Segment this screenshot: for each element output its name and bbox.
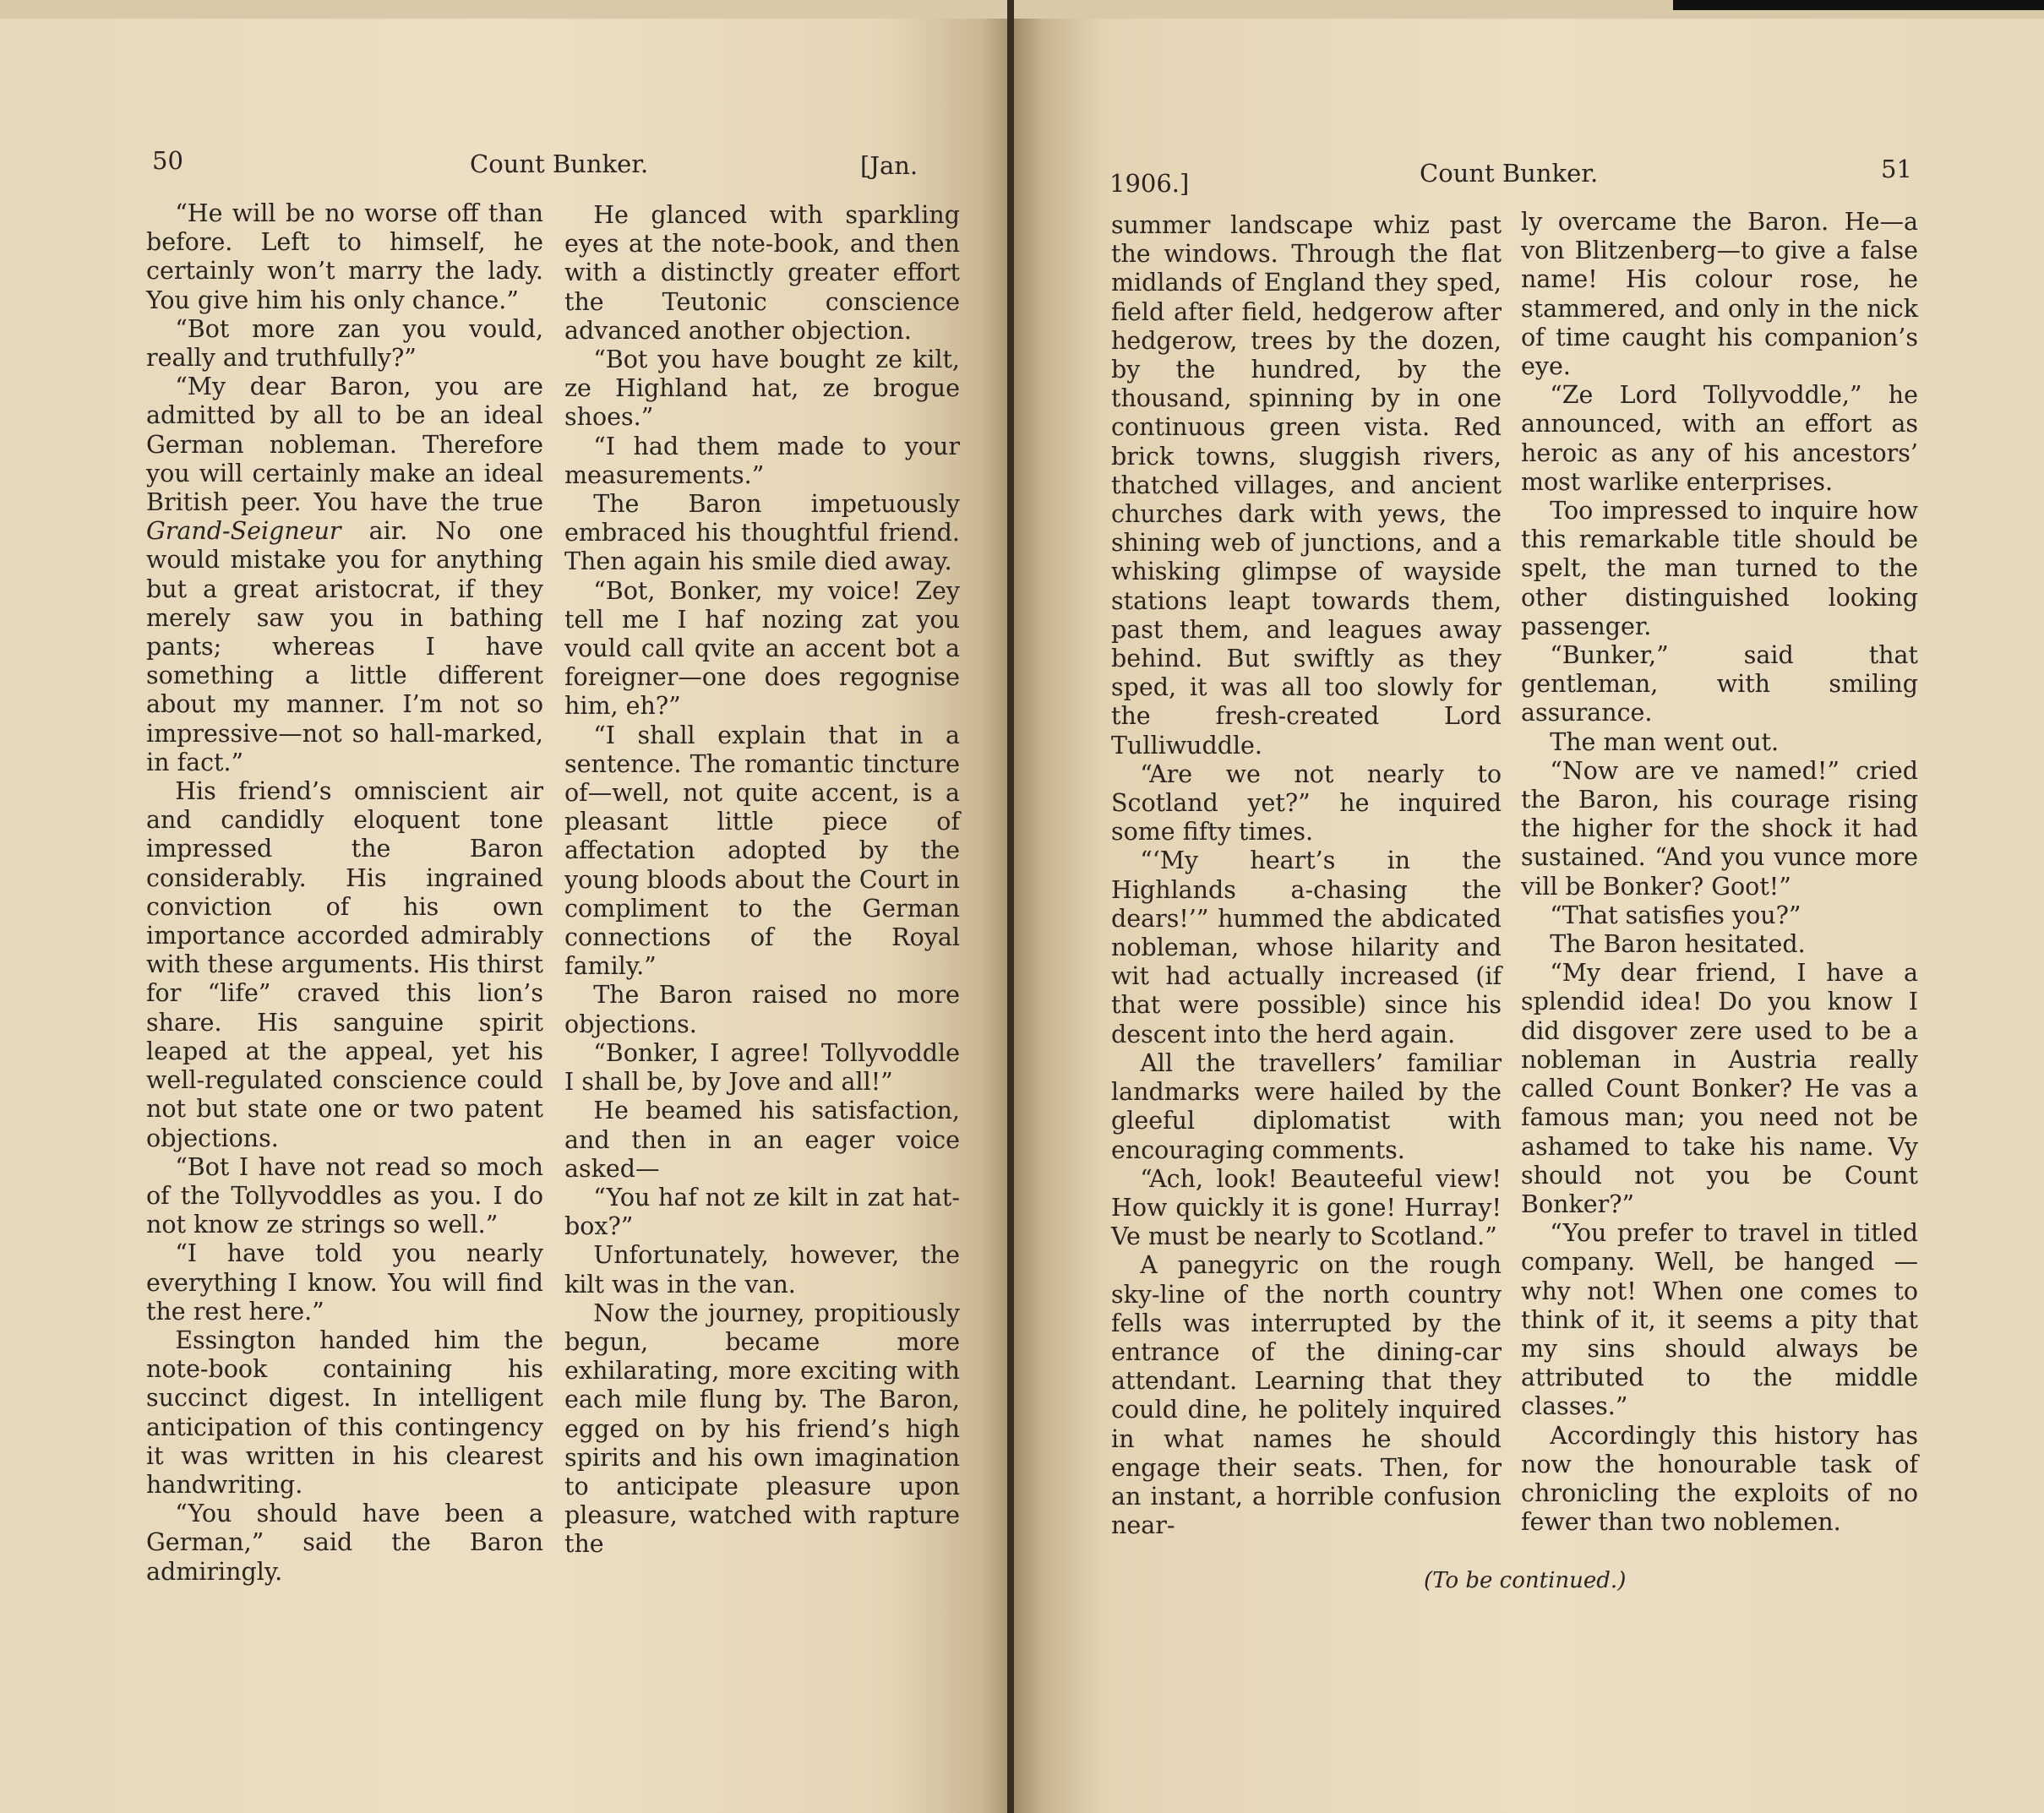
book-gutter [1007, 0, 1014, 1813]
paragraph: “Bot, Bonker, my voice! Zey tell me I haf nozing zat you vould call qvite an accent bot a foreigner—one does regognise him, eh?” [564, 576, 960, 721]
paragraph: A panegyric on the rough sky-line of the north country fells was interrupted by the entrance of the dining-car attendant. Learning that they could dine, he politely inquired in what names he should engage their seats. Then, for an instant, a horrible confusion near- [1111, 1251, 1502, 1540]
paragraph: “Bot more zan you vould, really and truthfully?” [146, 314, 543, 373]
paragraph: “You should have been a German,” said the Baron admiringly. [146, 1500, 543, 1586]
right-page-number: 51 [1881, 155, 1912, 183]
paragraph: “Bunker,” said that gentleman, with smiling assurance. [1521, 641, 1918, 727]
paragraph: “He will be no worse off than before. Left to himself, he certainly won’t marry the lady. You give him his only chance.” [146, 199, 543, 314]
paragraph: “Are we not nearly to Scotland yet?” he inquired some fifty times. [1111, 760, 1502, 847]
paragraph: His friend’s omniscient air and candidly eloquent tone impressed the Baron considerably. His ingrained conviction of his own importance accorded admirably with these arguments. His thirst for “life” craved this lion’s share. His sanguine spirit leaped at the appeal, yet his well-regulated conscience could not but state one or two patent objections. [146, 777, 543, 1152]
paragraph: He glanced with sparkling eyes at the note-book, and then with a distinctly greater effort the Teutonic conscience advanced another objection. [564, 201, 960, 345]
paragraph: “My dear friend, I have a splendid idea! Do you know I did disgover zere used to be a nobleman in Austria really called Count Bonker? He vas a famous man; you need not be ashamed to take his name. Vy should not you be Count Bonker?” [1521, 959, 1918, 1218]
left-column-2 [564, 201, 960, 1560]
paragraph: summer landscape whiz past the windows. Through the flat midlands of England they sped, field after field, hedgerow after hedgerow, trees by the dozen, by the hundred, by the thousand, spinning by in one continuous green vista. Red brick towns, sluggish rivers, thatched villages, and ancient churches dark with yews, the shining web of junctions, and a whisking glimpse of wayside stations leapt towards them, past them, and leagues away behind. But swiftly as they sped, it was all too slowly for the fresh-created Lord Tulliwuddle. [1111, 211, 1502, 760]
paragraph: The Baron hesitated. [1550, 930, 1806, 959]
paragraph: “You haf not ze kilt in zat hat-box?” [564, 1183, 960, 1241]
paragraph: Accordingly this history has now the honourable task of chronicling the exploits of no fewer than two noblemen. [1521, 1421, 1918, 1537]
left-column-1 [146, 199, 543, 1587]
right-date-mark: 1906.] [1109, 169, 1190, 198]
paragraph: Essington handed him the note-book containing his succinct digest. In intelligent anticipation of this contingency it was written in his clearest handwriting. [146, 1326, 543, 1499]
paragraph: Unfortunately, however, the kilt was in the van. [564, 1241, 960, 1298]
left-running-title: Count Bunker. [470, 150, 649, 178]
paragraph: “My dear Baron, you are admitted by all to be an ideal German nobleman. Therefore you will certainly make an ideal British peer. You have the true Grand-Seigneur air. No one would mistake you for anything but a great aristocrat, if they merely saw you in bathing pants; whereas I have something a little different about my manner. I’m not so impressive—not so hall-marked, in fact.” [146, 373, 543, 776]
paragraph: He beamed his satisfaction, and then in an eager voice asked— [564, 1097, 960, 1183]
paragraph: “You prefer to travel in titled company. Well, be hanged — why not! When one comes to think of it, it seems a pity that my sins should always be attributed to the middle classes.” [1521, 1219, 1918, 1421]
right-column-2 [1521, 208, 1918, 1537]
right-running-title: Count Bunker. [1420, 159, 1599, 188]
paragraph: The man went out. [1550, 727, 1780, 756]
paragraph: The Baron raised no more objections. [564, 981, 960, 1038]
paragraph: “‘My heart’s in the Highlands a-chasing the dears!’” hummed the abdicated nobleman, whose hilarity and wit had actually increased (if that were possible) since his descent into the herd again. [1111, 847, 1502, 1048]
right-column-1 [1111, 211, 1502, 1540]
paragraph: ly overcame the Baron. He—a von Blitzenberg—to give a false name! His colour rose, he stammered, and only in the nick of time caught his companion’s eye. [1521, 208, 1918, 381]
paragraph: “Bonker, I agree! Tollyvoddle I shall be, by Jove and all!” [564, 1038, 960, 1097]
left-page-number: 50 [152, 146, 183, 175]
paragraph: “Bot I have not read so moch of the Tollyvoddles as you. I do not know ze strings so well.” [146, 1152, 543, 1239]
paragraph: “Now are ve named!” cried the Baron, his courage rising the higher for the shock it had sustained. “And you vunce more vill be Bonker? Goot!” [1521, 756, 1918, 901]
paragraph: “Ze Lord Tollyvoddle,” he announced, with an effort as heroic as any of his ancestors’ most warlike enterprises. [1521, 381, 1918, 496]
paragraph: “I shall explain that in a sentence. The romantic tincture of—well, not quite accent, is a pleasant little piece of affectation adopted by the young bloods about the Court in compliment to the German connections of the Royal family.” [564, 721, 960, 981]
paragraph: “I have told you nearly everything I know. You will find the rest here.” [146, 1239, 543, 1326]
left-date-mark: [Jan. [860, 151, 918, 180]
paragraph: “I had them made to your measurements.” [564, 432, 960, 489]
paragraph: Too impressed to inquire how this remarkable title should be spelt, the man turned to the other distinguished looking passenger. [1521, 497, 1918, 640]
paragraph: “Bot you have bought ze kilt, ze Highland hat, ze brogue shoes.” [564, 346, 960, 432]
paragraph: “That satisfies you?” [1550, 901, 1801, 929]
paragraph: All the travellers’ familiar landmarks were hailed by the gleeful diplomatist with encouraging comments. [1111, 1048, 1502, 1164]
background-corner [1673, 0, 2044, 10]
paragraph: Now the journey, propitiously begun, became more exhilarating, more exciting with each mile flung by. The Baron, egged on by his friend’s high spirits and his own imagination to anticipate pleasure upon pleasure, watched with rapture the [564, 1298, 960, 1559]
paragraph: The Baron impetuously embraced his thoughtful friend. Then again his smile died away. [564, 490, 960, 576]
to-be-continued-note: (To be continued.) [1424, 1568, 1627, 1593]
paragraph: “Ach, look! Beauteeful view! How quickly it is gone! Hurray! Ve must be nearly to Scotland.” [1111, 1164, 1502, 1251]
